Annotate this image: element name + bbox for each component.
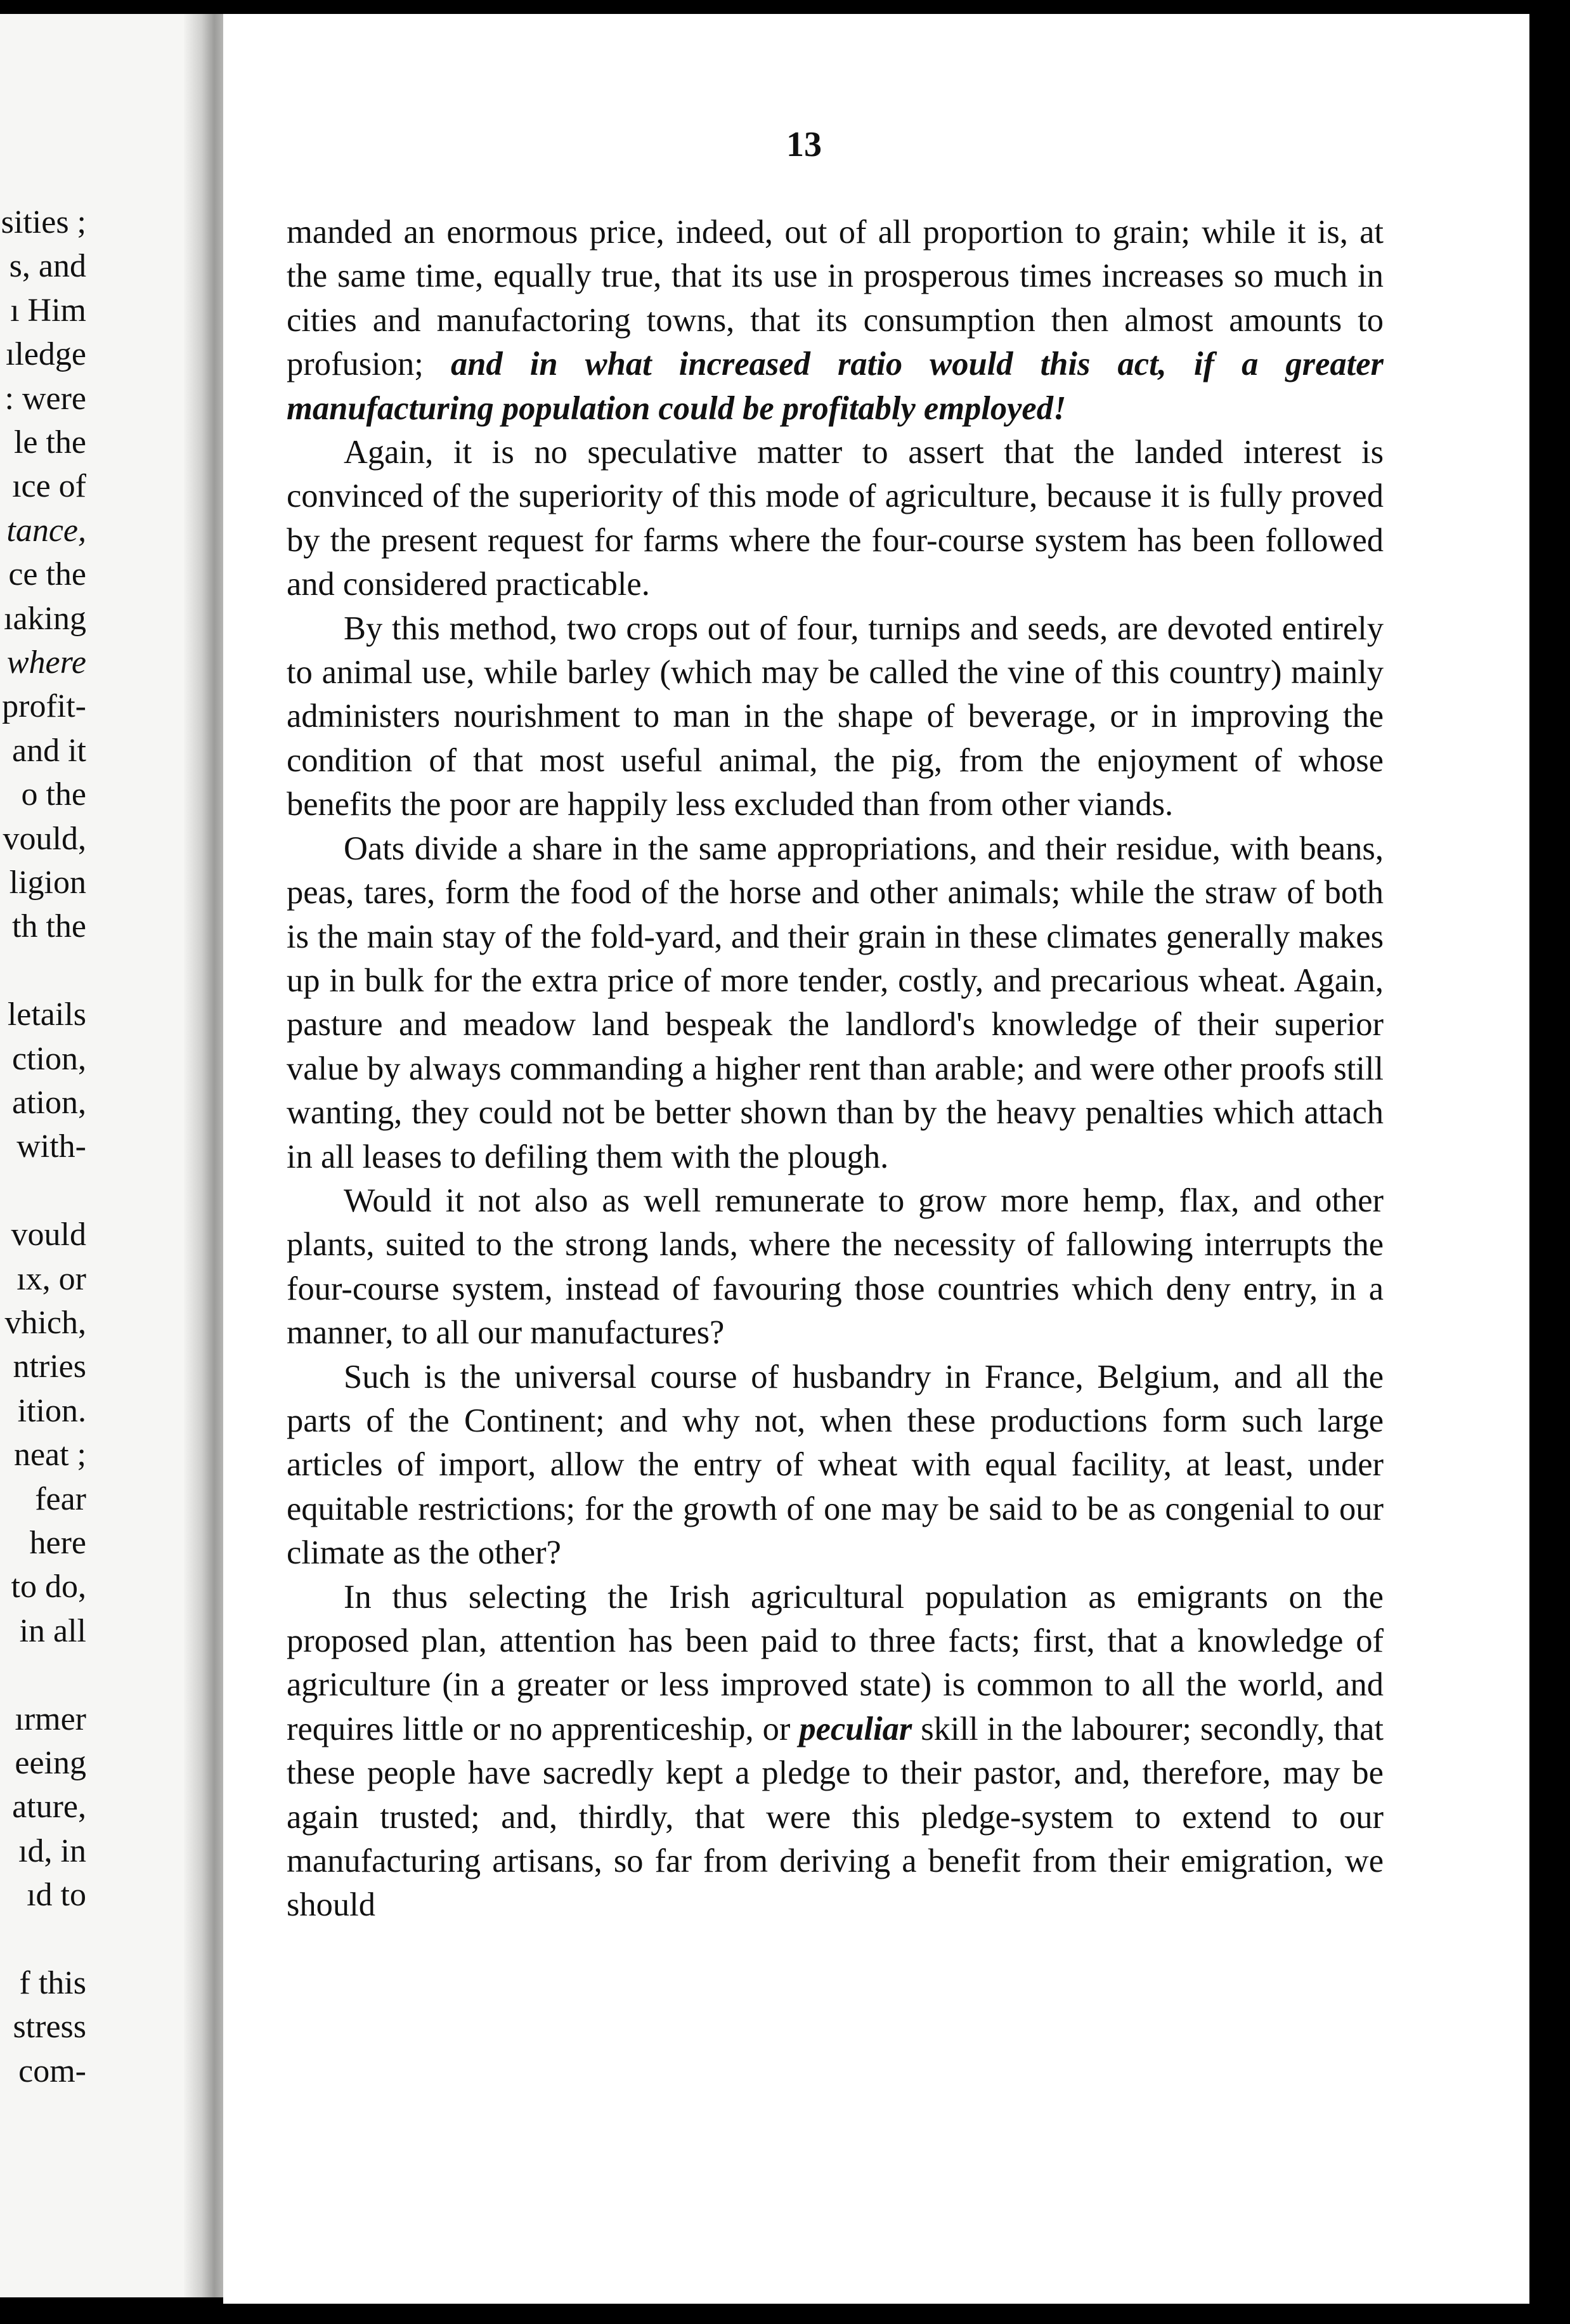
facing-page-line: ıd, in	[18, 1832, 86, 1869]
facing-page-line: ı Him	[10, 292, 86, 329]
facing-page-line: profit-	[2, 688, 86, 725]
facing-page-line: in all	[19, 1612, 86, 1649]
paragraph	[287, 431, 1384, 607]
paragraph-text: Would it not also as well remunerate to grow more hemp, flax, and other plants, suited to the strong lands, where the necessity of fallowing interrupts the four-course system, instead of favouring those countries which deny entry, in a manner, to all our manufactures?	[287, 1182, 1384, 1352]
facing-page-line: vould,	[3, 820, 86, 857]
paragraph-text: In thus selecting the Irish agricultural population as emigrants on the proposed plan, attention has been paid to three facts; first, that a knowledge of agriculture (in a greater or less improved state) is common to all the world, and requires little or no apprenticeship, or	[287, 1578, 1384, 1747]
facing-page-line: eeing	[15, 1745, 86, 1781]
scan-right-border	[1529, 0, 1570, 2324]
facing-page-line: neat ;	[13, 1437, 86, 1473]
facing-page-line: vould	[11, 1217, 86, 1253]
scan-bottom-border	[0, 2304, 1570, 2324]
page-number: 13	[786, 125, 822, 164]
paragraph-text: manded an enormous price, indeed, out of all proportion to grain; while it is, at the same time, equally true, that its use in prosperous times increases so much in cities and manufactoring towns, that its consumption then almost amounts to profusion;	[287, 214, 1384, 383]
facing-page-line: ligion	[9, 865, 86, 901]
paragraph-text: Again, it is no speculative matter to assert that the landed interest is convinced of the superiority of this mode of agriculture, because it is fully proved by the present request for farms where the four-course system has been followed and considered practicable.	[287, 434, 1384, 603]
paragraph-text: By this method, two crops out of four, turnips and seeds, are devoted entirely to animal use, while barley (which may be called the vine of this country) mainly administers nourishment to man in the shape of beverage, or in improving the condition of that most useful animal, the pig, from the enjoyment of whose benefits the poor are happily less excluded than from other viands.	[287, 610, 1384, 823]
paragraph	[287, 1355, 1384, 1576]
italic-phrase: and in what increased ratio would this act, if a greater manufacturing population could be profitably employed!	[287, 346, 1384, 427]
paragraph-text: Such is the universal course of husbandry in France, Belgium, and all the parts of the Continent; and why not, when these productions form such large articles of import, allow the entry of wheat with equal facility, at least, under equitable restrictions; for the growth of one may be said to be as congenial to our climate as the other?	[287, 1358, 1384, 1572]
facing-page-line: here	[29, 1525, 86, 1561]
paragraph	[287, 1576, 1384, 1928]
scan-top-border	[0, 0, 1570, 14]
facing-page-line: le the	[13, 424, 86, 460]
facing-page-line: ation,	[12, 1085, 86, 1121]
facing-page-line: ıledge	[5, 336, 86, 373]
facing-page-line: sities ;	[1, 204, 86, 240]
facing-page-line: th the	[12, 908, 86, 945]
facing-page-line: to do,	[11, 1569, 86, 1605]
facing-page-line: fear	[35, 1480, 86, 1517]
facing-page-line: letails	[7, 996, 86, 1033]
facing-page-line: ıce of	[12, 468, 86, 505]
facing-page-line: vhich,	[4, 1305, 86, 1341]
paragraph	[287, 211, 1384, 431]
facing-page-line: tance,	[6, 512, 86, 549]
paragraph	[287, 827, 1384, 1179]
facing-page-line: ıaking	[4, 600, 86, 637]
facing-page-line: o the	[21, 776, 86, 813]
italic-phrase: peculiar	[799, 1710, 912, 1747]
facing-page-line: with-	[16, 1128, 86, 1165]
facing-page-line: ce the	[8, 556, 86, 593]
facing-page-line: ction,	[12, 1040, 86, 1077]
paragraph	[287, 607, 1384, 827]
facing-page-line: where	[6, 644, 86, 681]
facing-page-line: s, and	[9, 248, 86, 285]
facing-page-line: ıd to	[27, 1877, 86, 1914]
facing-page-line: com-	[18, 2053, 86, 2089]
facing-page-line: ntries	[13, 1348, 86, 1385]
facing-page-line: ıx, or	[16, 1260, 86, 1297]
facing-page-line: : were	[4, 380, 86, 417]
facing-page-line: ition.	[17, 1392, 86, 1429]
facing-page-line: f this	[19, 1965, 86, 2001]
paragraph-text: skill in the labourer; secondly, that these people have sacredly kept a pledge to their pastor, and, therefore, may be again trusted; and, thirdly, that were this pledge-system to extend to our manufacturing artisans, so far from deriving a benefit from their emigration, we should	[287, 1710, 1384, 1924]
facing-page-line: and it	[12, 732, 86, 769]
facing-page-line: ırmer	[15, 1701, 86, 1737]
page-body	[287, 211, 1384, 1928]
facing-page-line: stress	[13, 2009, 86, 2046]
facing-page-line: ature,	[12, 1789, 86, 1825]
paragraph-text: Oats divide a share in the same appropriations, and their residue, with beans, peas, tares, form the food of the horse and other animals; while the straw of both is the main stay of the fold-yard, and their grain in these climates generally makes up in bulk for the extra price of more tender, costly, and precarious wheat. Again, pasture and meadow land bespeak the landlord's knowledge of their superior value by always commanding a higher rent than arable; and were other proofs still wanting, they could not be better shown than by the heavy penalties which attach in all leases to defiling them with the plough.	[287, 830, 1384, 1175]
paragraph	[287, 1179, 1384, 1355]
